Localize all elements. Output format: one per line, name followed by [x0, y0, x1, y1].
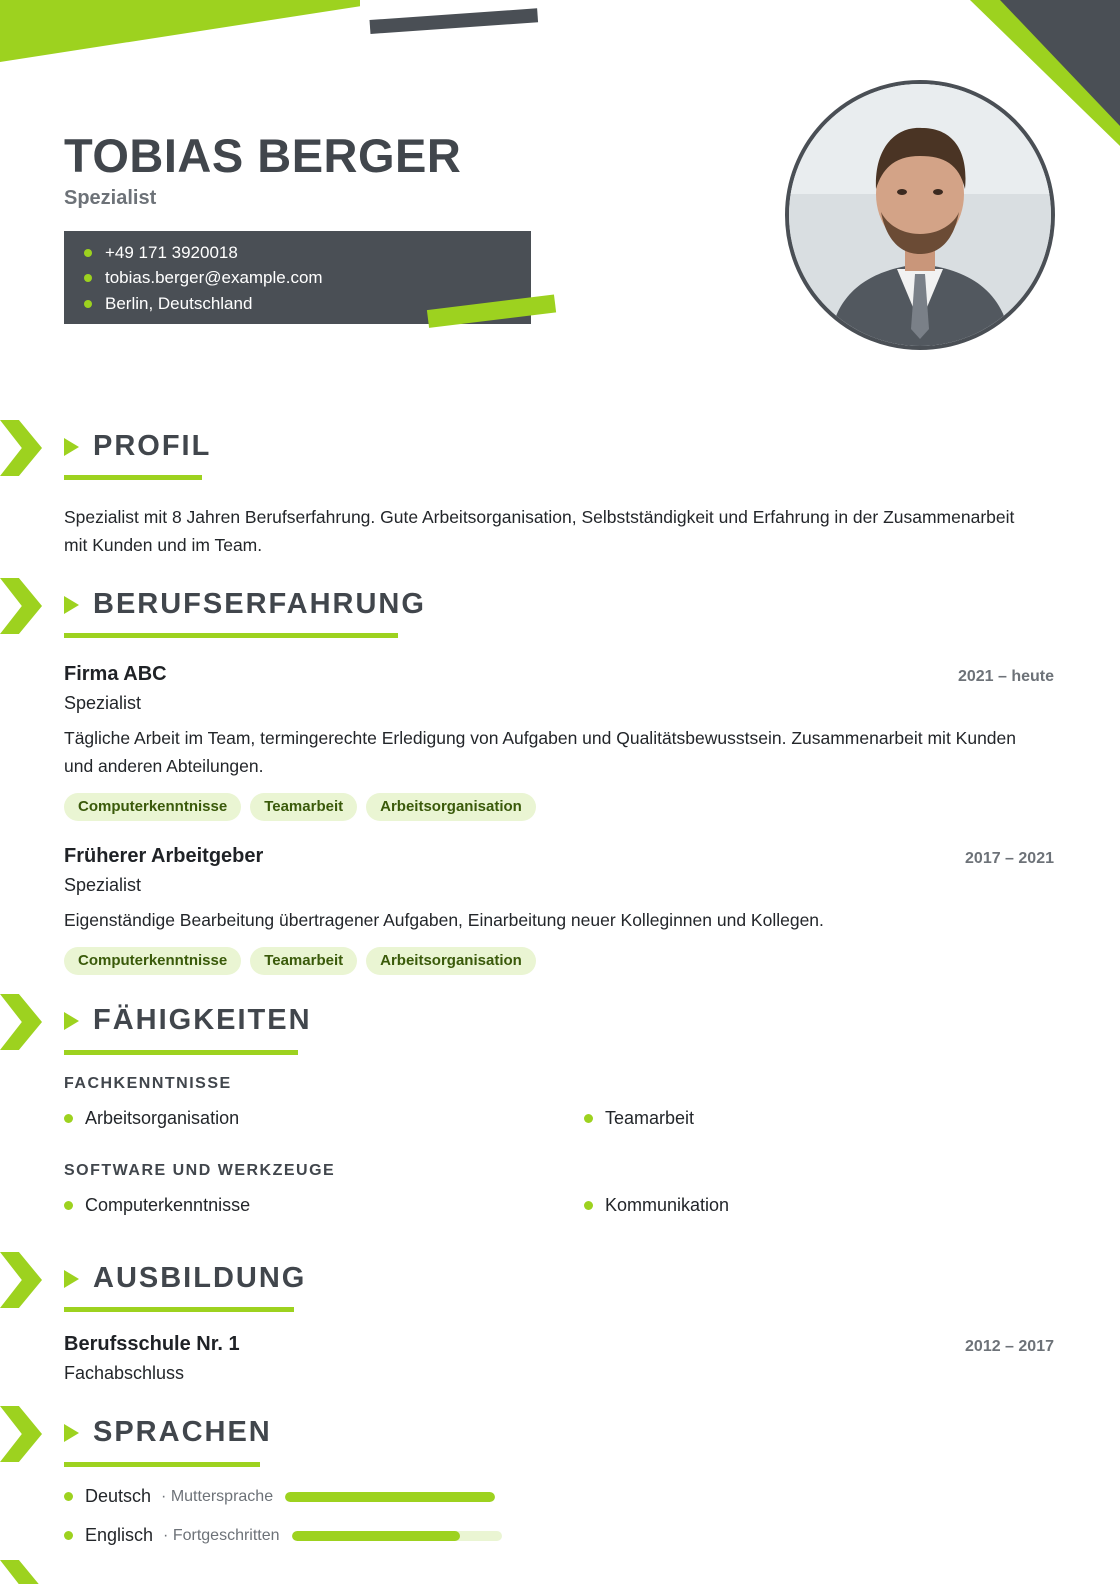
language-level: · Muttersprache — [161, 1487, 274, 1505]
education-degree: Fachabschluss — [64, 1363, 185, 1383]
section-underline — [64, 633, 398, 638]
job-company: Firma ABC — [64, 663, 167, 685]
job-role: Spezialist — [64, 693, 142, 713]
triangle-icon — [64, 1424, 79, 1442]
skills-group-heading: FACHKENNTNISSE — [64, 1075, 232, 1092]
candidate-title: Spezialist — [64, 187, 157, 209]
triangle-icon — [64, 1012, 79, 1030]
job-dates: 2021 – heute — [957, 668, 1054, 685]
job-tags — [64, 947, 536, 975]
triangle-icon — [64, 1270, 79, 1288]
section-underline — [64, 1050, 298, 1055]
tag: Computerkenntnisse — [64, 793, 241, 821]
skill-item: Kommunikation — [584, 1195, 729, 1216]
job-description: Tägliche Arbeit im Team, termingerechte Erledigung von Aufgaben und Qualitätsbewusstsein. Zusammenarbeit mit Kunden und anderen Abteilungen. — [64, 728, 1017, 776]
bullet-icon — [584, 1201, 593, 1210]
tag: Arbeitsorganisation — [366, 947, 536, 975]
profile-photo — [785, 80, 1055, 350]
skill-item: Arbeitsorganisation — [64, 1108, 239, 1129]
language-name: Englisch — [85, 1525, 154, 1545]
section-chevron-icon — [0, 578, 42, 634]
bullet-icon — [64, 1492, 73, 1501]
decorative-top-left-stripe — [0, 0, 360, 62]
bullet-icon — [84, 300, 92, 308]
job-company: Früherer Arbeitgeber — [64, 845, 264, 867]
skill-item: Teamarbeit — [584, 1108, 694, 1129]
section-chevron-icon — [0, 1252, 42, 1308]
section-chevron-icon — [0, 994, 42, 1050]
language-name: Deutsch — [85, 1486, 152, 1506]
bullet-icon — [64, 1201, 73, 1210]
tag: Arbeitsorganisation — [366, 793, 536, 821]
skills-group-heading: SOFTWARE UND WERKZEUGE — [64, 1162, 336, 1179]
section-chevron-icon — [0, 1560, 42, 1584]
profile-text: Spezialist mit 8 Jahren Berufserfahrung. Gute Arbeitsorganisation, Selbstständigkeit und Erfahrung in der Zusammenarbeit mit Kunden und im Team. — [64, 507, 1015, 555]
triangle-icon — [64, 596, 79, 614]
tag: Teamarbeit — [250, 947, 357, 975]
language-item — [64, 1486, 495, 1507]
triangle-icon — [64, 438, 79, 456]
section-chevron-icon — [0, 1406, 42, 1462]
decorative-top-bar — [370, 8, 539, 34]
section-title-languages: SPRACHEN — [64, 1416, 272, 1449]
section-title-experience: BERUFSERFAHRUNG — [64, 588, 426, 621]
language-proficiency-fill — [285, 1492, 495, 1502]
contact-email[interactable] — [84, 266, 511, 292]
contact-phone-text: +49 171 3920018 — [105, 242, 238, 262]
skill-item: Computerkenntnisse — [64, 1195, 250, 1216]
section-underline — [64, 1307, 294, 1312]
job-role: Spezialist — [64, 875, 142, 895]
section-title-profile: PROFIL — [64, 430, 211, 463]
bullet-icon — [64, 1114, 73, 1123]
bullet-icon — [84, 249, 92, 257]
job-description: Eigenständige Bearbeitung übertragener Aufgaben, Einarbeitung neuer Kolleginnen und Kollegen. — [64, 910, 824, 930]
section-underline — [64, 1462, 260, 1467]
section-title-education: AUSBILDUNG — [64, 1262, 306, 1295]
bullet-icon — [84, 274, 92, 282]
job-dates: 2017 – 2021 — [965, 850, 1054, 867]
bullet-icon — [584, 1114, 593, 1123]
tag: Computerkenntnisse — [64, 947, 241, 975]
language-proficiency-bar — [285, 1492, 495, 1502]
job-tags — [64, 793, 536, 821]
section-chevron-icon — [0, 420, 42, 476]
contact-phone[interactable] — [84, 240, 511, 266]
language-proficiency-fill — [292, 1531, 460, 1541]
candidate-name: TOBIAS BERGER — [64, 129, 462, 182]
language-proficiency-bar — [292, 1531, 502, 1541]
language-level: · Fortgeschritten — [163, 1526, 280, 1544]
contact-location-text: Berlin, Deutschland — [105, 293, 253, 313]
education-school: Berufsschule Nr. 1 — [64, 1333, 240, 1355]
bullet-icon — [64, 1531, 73, 1540]
person-portrait-icon — [789, 84, 1051, 346]
education-dates: 2012 – 2017 — [965, 1338, 1054, 1355]
tag: Teamarbeit — [250, 793, 357, 821]
section-underline — [64, 475, 202, 480]
contact-email-text: tobias.berger@example.com — [105, 268, 323, 288]
section-title-skills: FÄHIGKEITEN — [64, 1004, 312, 1037]
language-item — [64, 1525, 502, 1546]
